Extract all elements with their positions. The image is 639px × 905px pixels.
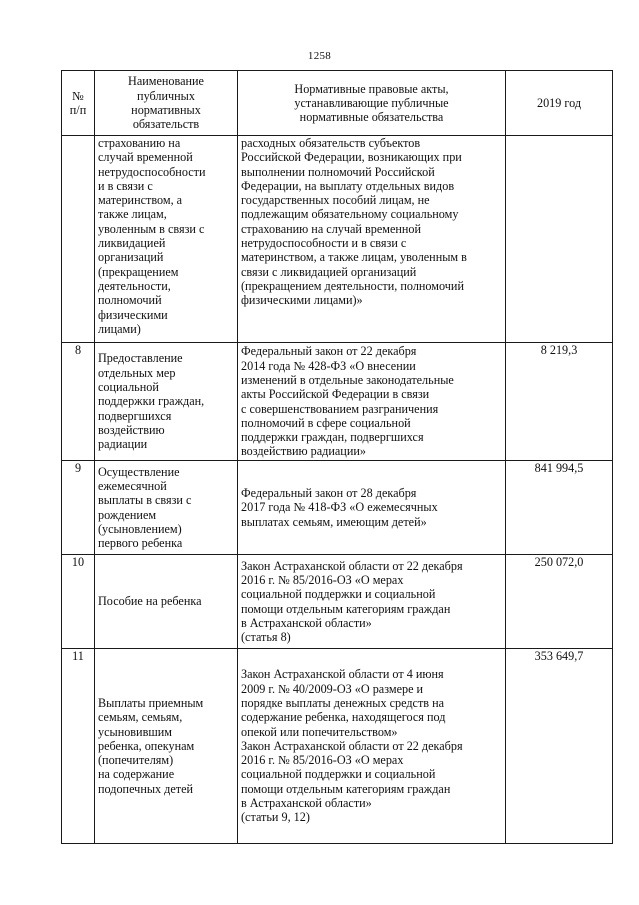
legal-acts: Федеральный закон от 22 декабря 2014 года № 428-ФЗ «О внесении изменений в отдельные законодательные акты Российской Федерации в связи с совершенствованием разграничения полномочий в сфере социальной поддержки граждан, подвергшихся воздействию радиации»: [238, 343, 506, 461]
legal-acts: расходных обязательств субъектов Российской Федерации, возникающих при выполнении полномочий Российской Федерации, на выплату отдельных видов государственных пособий лицам, не подлежащим обязательному социальному страхованию на случай временной нетрудоспособности и в связи с материнством, а также лицам, уволенным в связи с ликвидацией организаций (прекращением деятельности, полномочий физическими лицами)»: [238, 136, 506, 343]
row-number: 9: [62, 461, 95, 555]
legal-acts: Закон Астраханской области от 4 июня 2009 г. № 40/2009-ОЗ «О размере и порядке выплаты денежных средств на содержание ребенка, находящегося под опекой или попечительством» Закон Астраханской области от 22 декабря 2016 г. № 85/2016-ОЗ «О мерах социальной поддержки и социальной помощи отдельным категориям граждан в Астраханской области» (статьи 9, 12): [238, 649, 506, 844]
table-row: [62, 555, 613, 649]
row-number: 11: [62, 649, 95, 844]
header-number: № п/п: [62, 71, 95, 136]
table-row: [62, 649, 613, 844]
amount-2019: 841 994,5: [506, 461, 613, 555]
header-obligation-name: Наименование публичных нормативных обязательств: [95, 71, 238, 136]
page-number: 1258: [307, 50, 332, 62]
obligation-name: Пособие на ребенка: [95, 555, 238, 649]
table-row: [62, 343, 613, 461]
legal-acts: Федеральный закон от 28 декабря 2017 года № 418-ФЗ «О ежемесячных выплатах семьям, имеющим детей»: [238, 461, 506, 555]
obligation-name: Предоставление отдельных мер социальной поддержки граждан, подвергшихся воздействию радиации: [95, 343, 238, 461]
table-row: [62, 461, 613, 555]
legal-acts: Закон Астраханской области от 22 декабря 2016 г. № 85/2016-ОЗ «О мерах социальной поддержки и социальной помощи отдельным категориям граждан в Астраханской области» (статья 8): [238, 555, 506, 649]
obligation-name: Выплаты приемным семьям, семьям, усыновившим ребенка, опекунам (попечителям) на содержание подопечных детей: [95, 649, 238, 844]
row-number: 8: [62, 343, 95, 461]
amount-2019: [506, 136, 613, 343]
obligation-name: страхованию на случай временной нетрудоспособности и в связи с материнством, а также лицам, уволенным в связи с ликвидацией организаций (прекращением деятельности, полномочий физическими лицами): [95, 136, 238, 343]
obligation-name: Осуществление ежемесячной выплаты в связи с рождением (усыновлением) первого ребенка: [95, 461, 238, 555]
row-number: 10: [62, 555, 95, 649]
amount-2019: 353 649,7: [506, 649, 613, 844]
amount-2019: 250 072,0: [506, 555, 613, 649]
header-year-2019: 2019 год: [506, 71, 613, 136]
header-legal-acts: Нормативные правовые акты, устанавливающие публичные нормативные обязательства: [238, 71, 506, 136]
amount-2019: 8 219,3: [506, 343, 613, 461]
obligations-table: [61, 70, 613, 844]
table-header-row: [62, 71, 613, 136]
row-number: [62, 136, 95, 343]
table-row: [62, 136, 613, 343]
